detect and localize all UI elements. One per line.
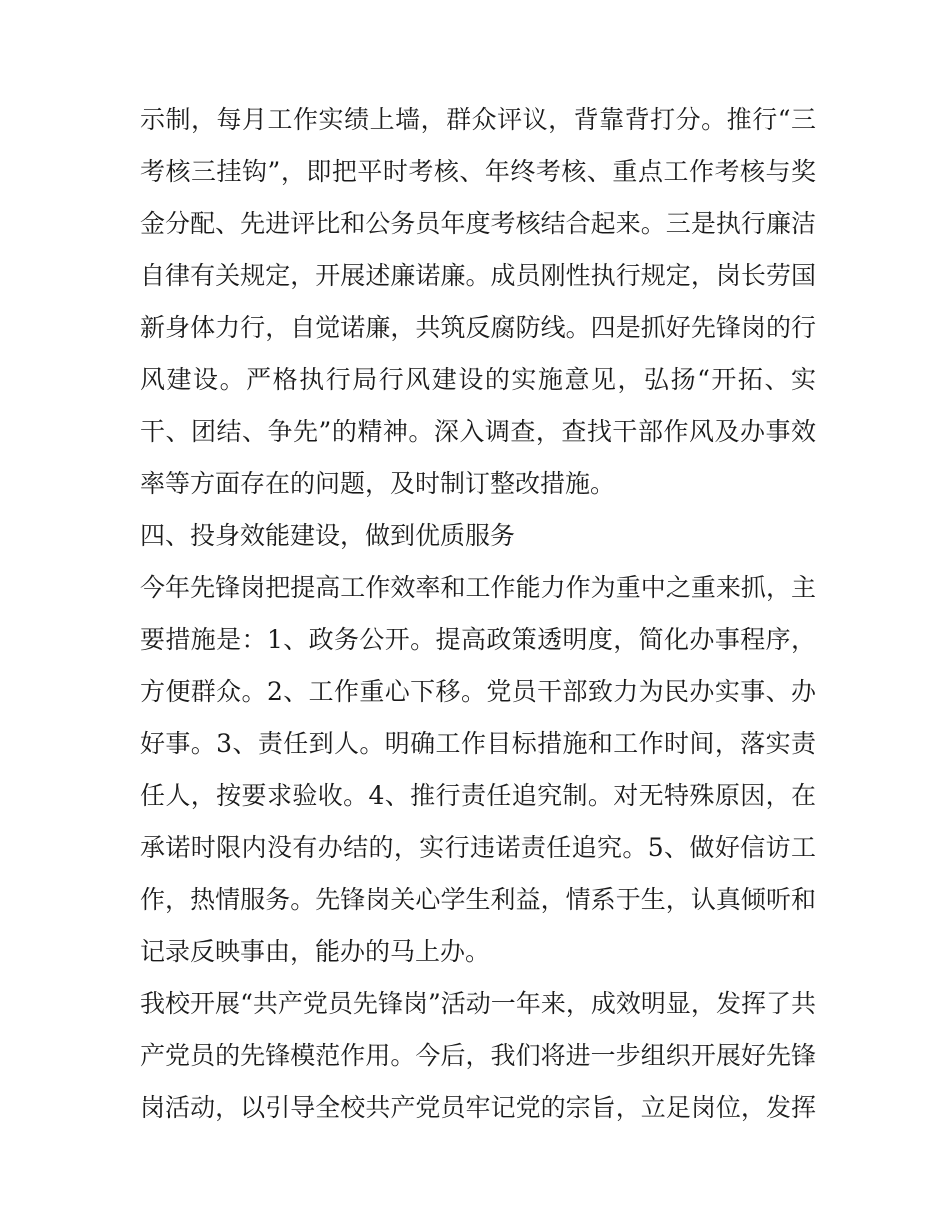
text-line: 岗活动，以引导全校共产党员牢记党的宗旨，立足岗位，发挥 bbox=[140, 1093, 816, 1122]
text-line: 方便群众。2、工作重心下移。党员干部致力为民办实事、办 bbox=[140, 677, 816, 706]
text-line: 金分配、先进评比和公务员年度考核结合起来。三是执行廉洁 bbox=[140, 209, 816, 238]
text-line: 自律有关规定，开展述廉诺廉。成员刚性执行规定，岗长劳国 bbox=[140, 261, 816, 290]
text-line: 任人，按要求验收。4、推行责任追究制。对无特殊原因，在 bbox=[140, 781, 816, 810]
text-line: 要措施是：1、政务公开。提高政策透明度，简化办事程序， bbox=[140, 625, 816, 654]
text-line: 好事。3、责任到人。明确工作目标措施和工作时间，落实责 bbox=[140, 729, 816, 758]
text-line: 记录反映事由，能办的马上办。 bbox=[140, 937, 491, 966]
text-line: 今年先锋岗把提高工作效率和工作能力作为重中之重来抓，主 bbox=[140, 573, 816, 602]
text-line: 率等方面存在的问题，及时制订整改措施。 bbox=[140, 469, 616, 498]
text-line: 承诺时限内没有办结的，实行违诺责任追究。5、做好信访工 bbox=[140, 833, 816, 862]
text-line: 作，热情服务。先锋岗关心学生利益，情系于生，认真倾听和 bbox=[140, 885, 816, 914]
text-line: 干、团结、争先”的精神。深入调查，查找干部作风及办事效 bbox=[140, 417, 816, 446]
document-body-text bbox=[140, 94, 816, 1134]
text-line: 产党员的先锋模范作用。今后，我们将进一步组织开展好先锋 bbox=[140, 1041, 816, 1070]
section-heading: 四、投身效能建设，做到优质服务 bbox=[140, 521, 516, 550]
text-line: 新身体力行，自觉诺廉，共筑反腐防线。四是抓好先锋岗的行 bbox=[140, 313, 816, 342]
text-line: 示制，每月工作实绩上墙，群众评议，背靠背打分。推行“三 bbox=[140, 105, 816, 134]
text-line: 风建设。严格执行局行风建设的实施意见，弘扬“开拓、实 bbox=[140, 365, 816, 394]
text-line: 我校开展“共产党员先锋岗”活动一年来，成效明显，发挥了共 bbox=[140, 989, 816, 1018]
text-line: 考核三挂钩”，即把平时考核、年终考核、重点工作考核与奖 bbox=[140, 157, 816, 186]
